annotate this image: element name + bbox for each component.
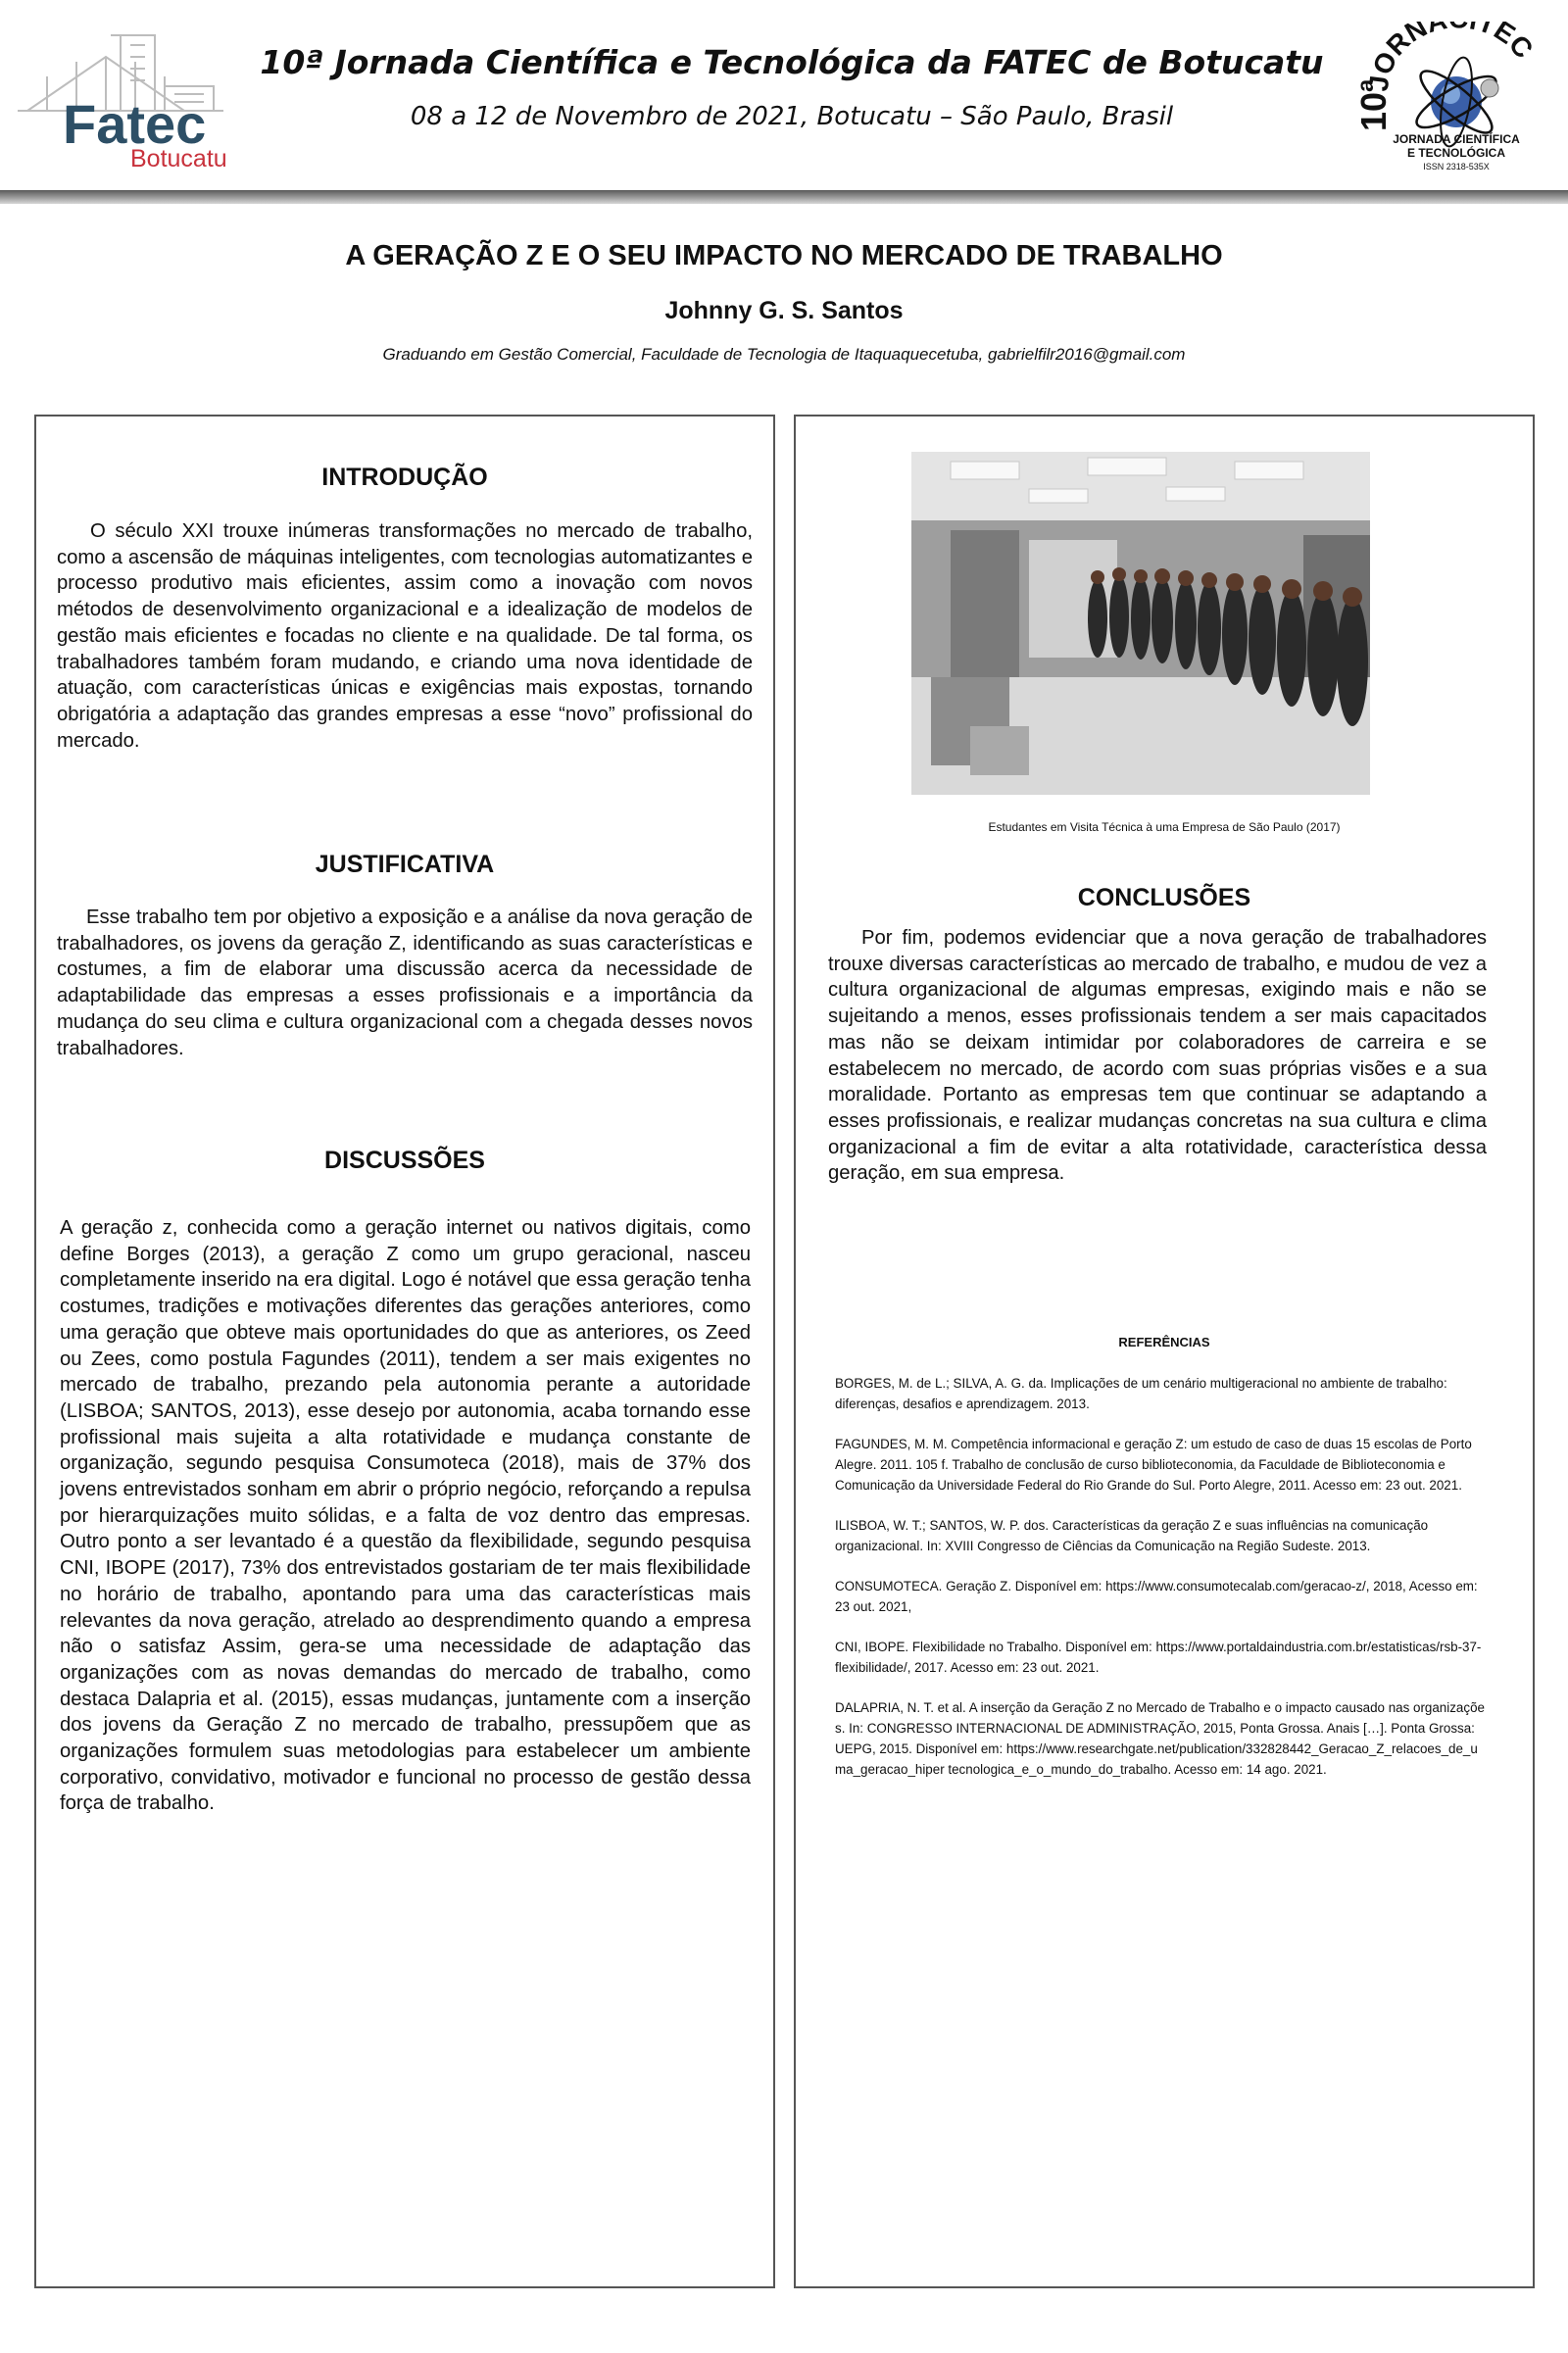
jornacitec-logo — [1360, 22, 1546, 178]
students-photo — [911, 452, 1370, 795]
paper-title: A GERAÇÃO Z E O SEU IMPACTO NO MERCADO DE TRABALHO — [345, 240, 1223, 271]
justificativa-text: Esse trabalho tem por objetivo a exposição e a análise da nova geração de trabalhadores, os jovens da geração Z, identificando as suas características e costumes, a fim de elaborar uma discussão acerca da necessidade de adaptabilidade das empresas a esses profissionais e a importância da mudança do seu clima e cultura organizacional com a chegada desses novos trabalhadores. — [57, 907, 753, 1059]
references-list — [835, 1373, 1487, 1799]
jornacitec-logo-edition: 10ª — [1360, 78, 1394, 131]
fatec-logo-name: Fatec — [63, 93, 207, 155]
jornacitec-logo-top-text: JORN TEC — [1362, 22, 1540, 93]
paper-affiliation: Graduando em Gestão Comercial, Faculdade de Tecnologia de Itaquaquecetuba, gabrielfilr2016@gmail.com — [382, 345, 1186, 364]
justificativa-heading: JUSTIFICATIVA — [315, 851, 495, 878]
reference-item: CNI, IBOPE. Flexibilidade no Trabalho. Disponível em: https://www.portaldaindustria.com.br/estatisticas/rsb-37-flexibilidade/, 2017. Acesso em: 23 out. 2021. — [835, 1640, 1482, 1675]
discussoes-text: A geração z, conhecida como a geração internet ou nativos digitais, como define Borges (2013), a geração Z como um grupo geracional, nasceu completamente inserido na era digital. Logo é notável que essa geração tenha costumes, tradições e motivações diferentes das gerações anteriores, como uma geração que obteve mais oportunidades do que as anteriores, os Zeed ou Zees, como postula Fagundes (2011), tendem a ser mais exigentes no mercado de trabalho, prezando pela autonomia perante a autoridade (LISBOA; SANTOS, 2013), esse desejo por autonomia, acaba tornando esse profissional mais sujeita a alta rotatividade e mudança constante de organização, segundo pesquisa Consumoteca (2018), mais de 37% dos jovens entrevistados sonham em abrir o próprio negócio, reforçando a repulsa por hierarquizações muito sólidas, e a falta de voz dentro das empresas. Outro ponto a ser levantado é a questão da flexibilidade, segundo pesquisa CNI, IBOPE (2017), 73% dos entrevistados gostariam de ter mais flexibilidade no horário de trabalho, apontando para uma das características mais relevantes da nova geração, atrelado ao desprendimento quando a empresa não o satisfaz Assim, gera-se uma necessidade de adaptação das organizações com as novas demandas do mercado de trabalho, como destaca Dalapria et al. (2015), essas mudanças, juntamente com a inserção dos jovens da Geração Z no mercado de trabalho, pressupõem que as organizações formulem suas metodologias para estabelecer um ambiente corporativo, convidativo, motivador e funcional no processo de gestão dessa força de trabalho. — [60, 1217, 751, 1815]
referencias-heading: REFERÊNCIAS — [1118, 1335, 1210, 1349]
reference-item: CONSUMOTECA. Geração Z. Disponível em: https://www.consumotecalab.com/geracao-z/, 2018, Acesso em: 23 out. 2021, — [835, 1579, 1478, 1614]
left-column — [34, 415, 775, 2288]
introducao-heading: INTRODUÇÃO — [321, 464, 488, 491]
reference-item: DALAPRIA, N. T. et al. A inserção da Geração Z no Mercado de Trabalho e o impacto causado nas organizações. In: CONGRESSO INTERNACIONAL DE ADMINISTRAÇÃO, 2015, Ponta Grossa. Anais […]. Ponta Grossa: UEPG, 2015. Disponível em: https://www.researchgate.net/publication/332828442_Geracao_Z_relacoes_de_uma_geracao_hiper tecnologica_e_o_mundo_do_trabalho. Acesso em: 14 ago. 2021. — [835, 1700, 1485, 1777]
conclusoes-heading: CONCLUSÕES — [1077, 884, 1251, 911]
paper-author: Johnny G. S. Santos — [664, 297, 904, 324]
jornacitec-logo-line2: E TECNOLÓGICA — [1406, 146, 1506, 160]
jornacitec-logo-issn: ISSN 2318-535X — [1423, 162, 1490, 172]
reference-item: FAGUNDES, M. M. Competência informacional e geração Z: um estudo de caso de duas 15 escolas de Porto Alegre. 2011. 105 f. Trabalho de conclusão de curso biblioteconomia, da Faculdade de Biblioteconomia e Comunicação da Universidade Federal do Rio Grande do Sul. Porto Alegre, 2011. Acesso em: 23 out. 2021. — [835, 1437, 1472, 1493]
event-title: 10ª Jornada Científica e Tecnológica da FATEC de Botucatu — [260, 43, 1324, 81]
fatec-logo — [18, 18, 253, 174]
fatec-logo-city: Botucatu — [130, 145, 227, 172]
reference-item: ILISBOA, W. T.; SANTOS, W. P. dos. Características da geração Z e suas influências na comunicação organizacional. In: XVIII Congresso de Ciências da Comunicação na Região Sudeste. 2013. — [835, 1518, 1429, 1553]
reference-item: BORGES, M. de L.; SILVA, A. G. da. Implicações de um cenário multigeracional no ambiente de trabalho: diferenças, desafios e aprendizagem. 2013. — [835, 1376, 1447, 1411]
photo-caption: Estudantes em Visita Técnica à uma Empresa de São Paulo (2017) — [988, 820, 1341, 834]
conclusoes-text: Por fim, podemos evidenciar que a nova geração de trabalhadores trouxe diversas características ao mercado de trabalho, e mudou de vez a cultura organizacional de algumas empresas, exigindo mais e não se sujeitando a menos, esses profissionais tendem a ser mais capacitados mas não se deixam intimidar por colaboradores de carreira e se estabelecem no mercado, de acordo com suas próprias visões e a sua moralidade. Portanto as empresas tem que continuar se adaptando a esses profissionais, e realizar mudanças concretas na sua cultura e clima organizacional a fim de evitar a alta rotatividade, característica dessa geração, em sua empresa. — [828, 927, 1487, 1185]
introducao-text: O século XXI trouxe inúmeras transformações no mercado de trabalho, como a ascensão de máquinas inteligentes, com tecnologias automatizantes e processo produtivo mais eficientes, assim como a inovação com novos métodos de desenvolvimento organizacional e a idealização de modelos de gestão mais eficientes e focadas no cliente e na qualidade. De tal forma, os trabalhadores também foram mudando, e criando uma nova identidade de atuação, com características únicas e exigências mais expostas, tornando obrigatória a adaptação das grandes empresas a esse “novo” profissional do mercado. — [57, 520, 753, 752]
jornacitec-logo-line1: JORNADA CIENTÍFICA — [1393, 132, 1520, 146]
header-divider-bar — [0, 190, 1568, 204]
discussoes-heading: DISCUSSÕES — [324, 1147, 485, 1174]
event-subtitle: 08 a 12 de Novembro de 2021, Botucatu – São Paulo, Brasil — [410, 102, 1174, 131]
